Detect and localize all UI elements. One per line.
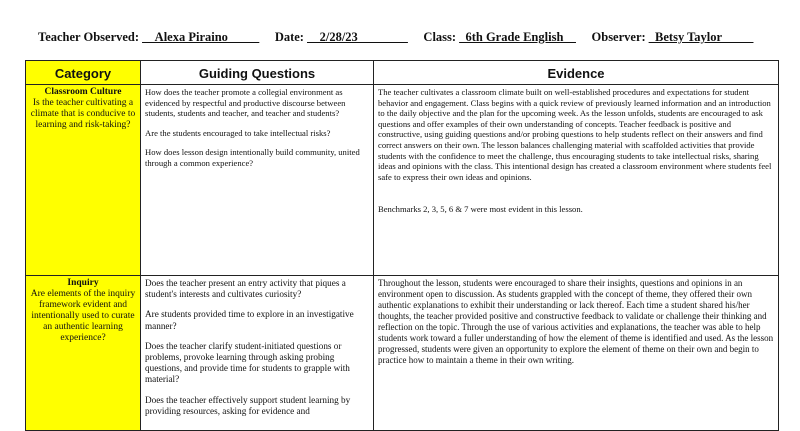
evidence-cell	[374, 276, 779, 431]
observer-label: Observer:	[591, 30, 646, 44]
category-name: Classroom Culture	[44, 87, 122, 97]
evidence-paragraph: Throughout the lesson, students were encouraged to share their insights, questions and opinions in an environment open to discussion. As students grappled with the concept of theme, they offered their own authentic explanations to exhibit their understanding or lack thereof. Each time a student shared his/her thoughts, the teacher provided positive and constructive feedback to validate or challenge their thinking and reflection on the topic. Through the use of various activities and explanations, the teacher was able to help students work toward a fuller understanding of how the element of theme is identified and used. As the lesson progressed, students were given an opportunity to explore the element of theme on their own and begin to practice how to maintain a theme in their own writing.	[378, 278, 774, 365]
guiding-question: Are students provided time to explore in an investigative manner?	[145, 309, 354, 331]
observation-table	[25, 60, 779, 431]
class-label: Class:	[423, 30, 457, 44]
table-header-row	[26, 61, 779, 85]
category-question: Is the teacher cultivating a climate that is conducive to learning and risk-taking?	[30, 98, 136, 130]
observation-header	[38, 30, 778, 45]
observer-value: _Betsy Taylor_____	[648, 30, 754, 44]
guiding-question: Does the teacher present an entry activity that piques a student's interests and cultivates curiosity?	[145, 278, 346, 300]
guiding-question: Does the teacher effectively support student learning by providing resources, asking for evidence and	[145, 394, 351, 416]
evidence-cell	[374, 85, 779, 276]
class-value: _6th Grade English__	[459, 30, 576, 44]
date-value: __2/28/23________	[307, 30, 408, 44]
teacher-value: __Alexa Piraino_____	[142, 30, 260, 44]
column-header-evidence: Evidence	[374, 61, 779, 85]
category-cell	[26, 85, 141, 276]
category-question: Are elements of the inquiry framework evident and intentionally used to curate an authentic learning experience?	[30, 289, 136, 343]
guiding-questions-cell	[141, 276, 374, 431]
table-row	[26, 85, 779, 276]
guiding-question: Does the teacher clarify student-initiated questions or problems, provoke learning through asking probing questions, and provide time for students to grapple with material?	[145, 340, 350, 385]
column-header-category: Category	[26, 61, 141, 85]
category-cell	[26, 276, 141, 431]
table-row	[26, 276, 779, 431]
evidence-paragraph: The teacher cultivates a classroom climate built on well-established procedures and expectations for student behavior and engagement. Class begins with a quick review of previously learned information and an introduction to the daily objective and the plan for the upcoming week. As the lesson unfolds, students are encouraged to ask questions and offer examples of their own understanding of concepts. Teacher feedback is positive and constructive, using guiding questions and/or probing questions to help students reflect on their answers and find correct answers on their own. The lesson balances challenging material with scaffolded activities that provide students with the confidence to meet the challenge, thus encouraging students to take intellectual risks, sharing ideas and opinions with the class. This intentional design has created a classroom environment where students feel safe to express their own ideas and opinions.	[378, 87, 772, 182]
guiding-question: How does the teacher promote a collegial environment as evidenced by respectful and productive discourse between students, students and teacher, and teacher and students?	[145, 87, 346, 119]
teacher-label: Teacher Observed:	[38, 30, 140, 44]
guiding-question: How does lesson design intentionally build community, united through a common experience?	[145, 147, 360, 168]
date-label: Date:	[274, 30, 304, 44]
column-header-guiding-questions: Guiding Questions	[141, 61, 374, 85]
guiding-question: Are the students encouraged to take intellectual risks?	[145, 127, 331, 138]
category-name: Inquiry	[67, 278, 99, 288]
guiding-questions-cell	[141, 85, 374, 276]
evidence-benchmarks: Benchmarks 2, 3, 5, 6 & 7 were most evident in this lesson.	[378, 204, 583, 215]
